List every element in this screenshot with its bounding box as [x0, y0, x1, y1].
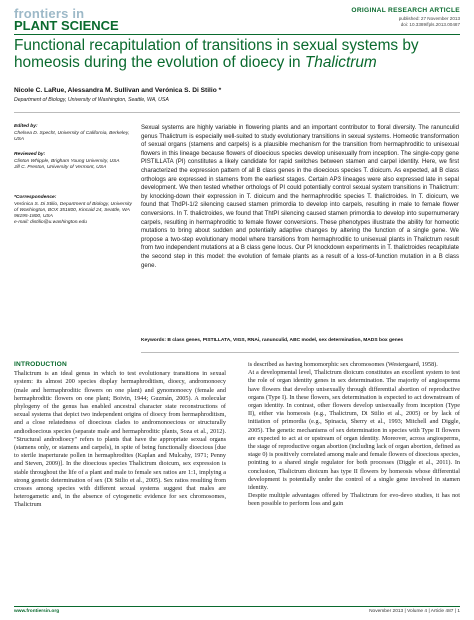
reviewed-by-text: Clinton Whipple, Brigham Young University, USA Jill C. Preston, University of Vermont, USA	[14, 158, 120, 170]
affiliation: Department of Biology, University of Washington, Seattle, WA, USA	[14, 97, 169, 103]
correspondence-heading: *Correspondence:	[14, 195, 57, 200]
edited-by	[14, 124, 132, 143]
body-column-right	[248, 361, 460, 509]
journal-logo-line2: PLANT SCIENCE	[14, 18, 119, 33]
reviewed-by-heading: Reviewed by:	[14, 152, 46, 157]
correspondence-text: Verónica S. Di Stilio, Department of Biology, University of Washington, BOX 351800, Kincaid 24, Seattle, WA 98195-1800, USA e-mail: distilio@u.washington.edu	[14, 201, 132, 225]
authors: Nicole C. LaRue, Alessandra M. Sullivan and Verónica S. Di Stilio *	[14, 87, 222, 94]
doi: doi: 10.3389/fpls.2013.00487	[400, 22, 460, 27]
footer-issue-info: November 2013 | Volume 4 | Article 487 | 1	[369, 609, 460, 614]
title-italic: Thalictrum	[304, 53, 377, 71]
header-rule	[14, 34, 460, 35]
journal-logo-line1: frontiers in	[14, 6, 85, 21]
correspondence	[14, 195, 132, 226]
body-column-left	[14, 361, 226, 510]
keywords-rule	[141, 352, 459, 353]
section-rule	[14, 112, 460, 113]
keywords: Keywords: B class genes, PISTILLATA, VIGS, RNAi, ranunculid, ABC model, sex determination, MADS box genes	[141, 338, 404, 343]
edited-by-text: Chelsea D. Specht, University of California, Berkeley, USA	[14, 130, 130, 142]
introduction-paragraph: Thalictrum is an ideal genus in which to test evolutionary transitions in sexual system: its almost 200 species display hermaphroditism, dioecy, andromonoecy (male and hermaphroditic flowers on one plant) and gynomonoecy (female and hermaphroditic flowers on one plant; Boivin, 1944; Guzmán, 2005). A molecular phylogeny of the genus has enabled ancestral character state reconstructions of sexual systems that depict two independent origins of dioecy from hermaphroditism, and a close relatedness of dioecious clades to andromonoecious or structurally andiodioecious species (separate male and hermaphroditic plants, Soza et al., 2012). "Structural androdioecy" refers to plants that have the appropriate sexual organs (stamens only, or stamens and carpels), in spite of being functionally dioecious [due to sterile inaperturate pollen in hermaphrodites (Kaplan and Mulcahy, 1971; Penny and Steven, 2009)]. In the dioecious species Thalictrum dioicum, sex expression is stable throughout the life of a plant and male to female sex ratios are 1:1, implying a strong genetic determination of sex (Di Stilio et al., 2005). Sex ratios resulting from crosses among species with different sexual systems suggest that males are heterogametic and, in the absence of cytogenetic evidence for sex chromosomes, Thalictrum	[14, 370, 226, 509]
body-paragraph-right: is described as having homomorphic sex chromosomes (Westergaard, 1958). At a developmental level, Thalictrum dioicum constitutes an excellent system to test the role of organ identity genes in sex determination. The majority of angiosperms have flowers that develop unisexually through differential abortion of reproductive organs (Type I). In these flowers, sex determination is expected to act downstream of organ identity. In contrast, other flowers develop unisexually from inception (Type II), either via homeosis (e.g., Thalictrum, Di Stilio et al., 2005) or by lack of initiation of primordia (e.g., Spinacia, Sherry et al., 1993; Mitchell and Diggle, 2005). The genetic mechanisms of sex determination in species with Type II flowers are expected to act at or upstream of organ identity. Moreover, across angiosperms, the stage of reproductive organ abortion (including lack of organ abortion, defined as stage 0) is positively correlated among male and female flowers of dioecious species, pointing to a shared single regulator for both processes (Diggle et al., 2011). In conclusion, Thalictrum dioicum has type II flowers by homeosis whose differential development is potentially under the control of a single gene involved in stamen identity. Despite multiple advantages offered by Thalictrum for evo-devo studies, it has not been possible to perform loss and gain	[248, 361, 460, 508]
article-type: ORIGINAL RESEARCH ARTICLE	[351, 7, 460, 14]
article-title	[14, 38, 460, 71]
footer-rule	[14, 606, 460, 607]
published-date: published: 27 November 2013	[398, 16, 460, 21]
abstract: Sexual systems are highly variable in flowering plants and an important contributor to floral diversity. The ranunculid genus Thalictrum is especially well-suited to study evolutionary transitions in sexual systems. Homeotic transformation of sexual organs (stamens and carpels) is a plausible mechanism for the transition from hermaphroditic to unisexual flowers in this lineage because flowers of dioecious species develop unisexually from inception. The single-copy gene PISTILLATA (PI) constitutes a likely candidate for rapid switches between stamen and carpel identity. Here, we first characterized the expression pattern of all B class genes in the dioecious species T. dioicum. As expected, all B class orthologs are expressed in stamens from the earliest stages. Certain AP3 lineages were also expressed late in sepal development. We then tested whether orthologs of PI could potentially control sexual system transitions in Thalictrum: by knocking-down their expression in T. dioicum and the hermaphroditic species T. thalictroides. In T. dioicum, we found that ThdPI-1/2 silencing caused stamen primordia to develop into carpels, resulting in male to female flower conversions. In T. thalictroides, we found that ThtPI silencing caused stamen primordia to develop into supernumerary carpels, resulting in hermaphroditic to female flower conversions. These phenotypes illustrate the ability for homeotic mutations to bring about sudden and potentially adaptive changes by altering the function of a single gene. We propose a two-step evolutionary model where transitions from hermaphroditic to unisexual plants in Thalictrum result from two independent mutations at a B class gene locus. Our PI knockdown experiments in T. thalictroides recapitulate the second step in this model: the evolution of female plants as a result of a loss-of-function mutation in a B class gene.	[141, 125, 459, 269]
reviewed-by	[14, 152, 132, 171]
introduction-heading: INTRODUCTION	[14, 361, 67, 368]
footer-website: www.frontiersin.org	[14, 609, 60, 614]
title-text: Functional recapitulation of transitions in sexual systems by homeosis during the evolution of dioecy in	[14, 37, 419, 71]
edited-by-heading: Edited by:	[14, 124, 38, 129]
